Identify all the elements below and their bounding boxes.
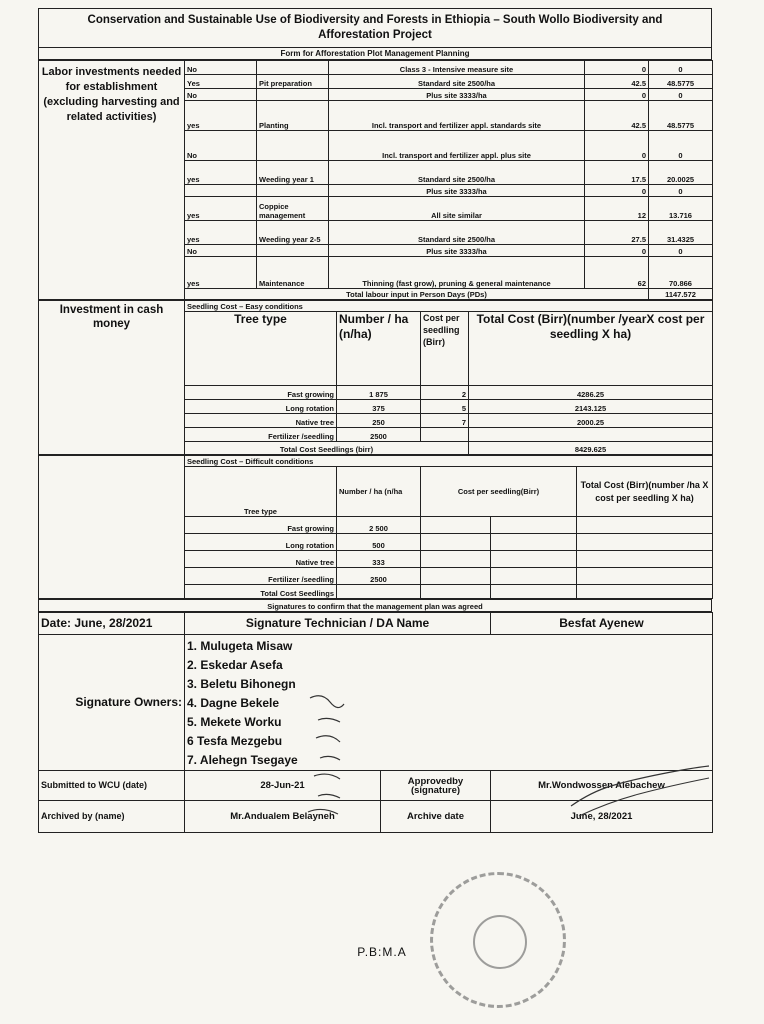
easy-total-value: 8429.625 xyxy=(469,442,713,455)
labor-description: Incl. transport and fertilizer appl. plus site xyxy=(329,131,585,161)
labor-yes-no: yes xyxy=(185,221,257,245)
confirm-table xyxy=(38,599,712,612)
difficult-total-cost-a xyxy=(421,585,491,599)
labor-activity: Maintenance xyxy=(257,257,329,289)
approver-name: Mr.Wondwossen Alebachew xyxy=(491,771,713,801)
difficult-total xyxy=(577,568,713,585)
difficult-cost-b xyxy=(491,551,577,568)
labor-yes-no: No xyxy=(185,131,257,161)
difficult-col-number: Number / ha (n/ha xyxy=(337,467,421,517)
labor-value-1: 12 xyxy=(585,197,649,221)
labor-value-2: 0 xyxy=(649,89,713,101)
labor-yes-no: yes xyxy=(185,257,257,289)
labor-yes-no: No xyxy=(185,89,257,101)
labor-yes-no: yes xyxy=(185,101,257,131)
archive-date: June, 28/2021 xyxy=(491,801,713,833)
labor-value-1: 62 xyxy=(585,257,649,289)
labor-yes-no: Yes xyxy=(185,75,257,89)
easy-tree-type: Fertilizer /seedling xyxy=(185,428,337,442)
difficult-total-cost-b xyxy=(491,585,577,599)
archived-label: Archived by (name) xyxy=(39,801,185,833)
owner-5: 5. Mekete Worku xyxy=(187,715,282,729)
form-title: Form for Afforestation Plot Management Planning xyxy=(38,48,712,60)
difficult-title: Seedling Cost – Difficult conditions xyxy=(185,456,713,467)
difficult-col-cost: Cost per seedling(Birr) xyxy=(421,467,577,517)
labor-value-2: 0 xyxy=(649,245,713,257)
submitted-label: Submitted to WCU (date) xyxy=(39,771,185,801)
labor-value-1: 0 xyxy=(585,131,649,161)
tech-name: Besfat Ayenew xyxy=(491,613,713,635)
easy-col-cost: Cost per seedling (Birr) xyxy=(421,312,469,386)
title-line-2: Afforestation Project xyxy=(318,29,432,41)
difficult-number: 333 xyxy=(337,551,421,568)
labor-activity: Weeding year 1 xyxy=(257,161,329,185)
labor-total-label: Total labour input in Person Days (PDs) xyxy=(185,289,649,300)
labor-yes-no: No xyxy=(185,61,257,75)
labor-value-2: 20.0025 xyxy=(649,161,713,185)
labor-description: Plus site 3333/ha xyxy=(329,245,585,257)
difficult-tree-type: Fertilizer /seedling xyxy=(185,568,337,585)
labor-value-2: 0 xyxy=(649,61,713,75)
easy-number: 1 875 xyxy=(337,386,421,400)
easy-col-total: Total Cost (Birr)(number /yearX cost per seedling X ha) xyxy=(469,312,713,386)
labor-activity xyxy=(257,89,329,101)
labor-value-1: 0 xyxy=(585,245,649,257)
document-header xyxy=(38,8,712,48)
easy-total: 4286.25 xyxy=(469,386,713,400)
easy-total-label: Total Cost Seedlings (birr) xyxy=(185,442,469,455)
labor-activity xyxy=(257,61,329,75)
signature-scribbles xyxy=(300,690,370,830)
easy-tree-type: Fast growing xyxy=(185,386,337,400)
labor-activity xyxy=(257,131,329,161)
investment-label: Investment in cash money xyxy=(39,301,185,455)
labor-value-2: 48.5775 xyxy=(649,101,713,131)
easy-tree-type: Long rotation xyxy=(185,400,337,414)
difficult-number: 2500 xyxy=(337,568,421,585)
easy-total: 2143.125 xyxy=(469,400,713,414)
difficult-number: 2 500 xyxy=(337,517,421,534)
easy-col-type: Tree type xyxy=(185,312,337,386)
labor-yes-no: yes xyxy=(185,161,257,185)
labor-activity: Pit preparation xyxy=(257,75,329,89)
difficult-total xyxy=(577,534,713,551)
easy-cost: 7 xyxy=(421,414,469,428)
difficult-total-number xyxy=(337,585,421,599)
easy-number: 2500 xyxy=(337,428,421,442)
date-cell: Date: June, 28/2021 xyxy=(39,613,185,635)
labor-value-2: 0 xyxy=(649,131,713,161)
labor-row xyxy=(39,61,713,75)
owner-2: 2. Eskedar Asefa xyxy=(187,658,283,672)
owner-6: 6 Tesfa Mezgebu xyxy=(187,734,283,748)
difficult-cost-b xyxy=(491,568,577,585)
difficult-cost-b xyxy=(491,534,577,551)
labor-value-1: 42.5 xyxy=(585,75,649,89)
owners-list xyxy=(185,635,713,771)
labor-description: All site similar xyxy=(329,197,585,221)
difficult-total xyxy=(577,517,713,534)
labor-activity: Weeding year 2-5 xyxy=(257,221,329,245)
owner-1: 1. Mulugeta Misaw xyxy=(187,639,293,653)
easy-cost: 2 xyxy=(421,386,469,400)
title-line-1: Conservation and Sustainable Use of Biodiversity and Forests in Ethiopia – South Wollo Biodiversity and xyxy=(87,14,663,26)
labor-table xyxy=(38,60,713,300)
labor-activity: Coppice management xyxy=(257,197,329,221)
difficult-number: 500 xyxy=(337,534,421,551)
labor-description: Standard site 2500/ha xyxy=(329,221,585,245)
labor-value-2: 48.5775 xyxy=(649,75,713,89)
labor-description: Incl. transport and fertilizer appl. standards site xyxy=(329,101,585,131)
archiver-name: Mr.Andualem Belayneh xyxy=(185,801,381,833)
labor-description: Class 3 - Intensive measure site xyxy=(329,61,585,75)
labor-value-1: 0 xyxy=(585,89,649,101)
difficult-cost-a xyxy=(421,517,491,534)
difficult-seedling-table xyxy=(38,455,713,599)
labor-activity xyxy=(257,245,329,257)
owner-4: 4. Dagne Bekele xyxy=(187,696,280,710)
easy-cost xyxy=(421,428,469,442)
labor-value-1: 0 xyxy=(585,61,649,75)
difficult-total-value xyxy=(577,585,713,599)
difficult-total xyxy=(577,551,713,568)
labor-value-1: 17.5 xyxy=(585,161,649,185)
labor-yes-no: No xyxy=(185,245,257,257)
labor-value-2: 0 xyxy=(649,185,713,197)
labor-yes-no xyxy=(185,185,257,197)
confirm-note: Signatures to confirm that the management plan was agreed xyxy=(39,600,712,612)
approver-signature xyxy=(565,760,715,820)
labor-value-2: 31.4325 xyxy=(649,221,713,245)
labor-yes-no: yes xyxy=(185,197,257,221)
labor-value-2: 70.866 xyxy=(649,257,713,289)
archive-date-label: Archive date xyxy=(381,801,491,833)
labor-activity xyxy=(257,185,329,197)
difficult-tree-type: Fast growing xyxy=(185,517,337,534)
approved-label: Approvedby (signature) xyxy=(381,771,491,801)
easy-tree-type: Native tree xyxy=(185,414,337,428)
easy-number: 375 xyxy=(337,400,421,414)
official-stamp xyxy=(430,872,566,1008)
easy-number: 250 xyxy=(337,414,421,428)
labor-label: Labor investments needed for establishment (excluding harvesting and related activities) xyxy=(39,61,185,300)
labor-description: Plus site 3333/ha xyxy=(329,89,585,101)
easy-seedling-table xyxy=(38,300,713,455)
difficult-cost-a xyxy=(421,568,491,585)
labor-activity: Planting xyxy=(257,101,329,131)
labor-value-1: 27.5 xyxy=(585,221,649,245)
labor-description: Standard site 2500/ha xyxy=(329,161,585,185)
difficult-tree-type: Native tree xyxy=(185,551,337,568)
owners-label: Signature Owners: xyxy=(39,635,185,771)
labor-value-1: 42.5 xyxy=(585,101,649,131)
tech-label: Signature Technician / DA Name xyxy=(185,613,491,635)
investment-blank xyxy=(39,456,185,599)
labor-description: Plus site 3333/ha xyxy=(329,185,585,197)
easy-total xyxy=(469,428,713,442)
easy-title: Seedling Cost – Easy conditions xyxy=(185,301,713,312)
labor-value-1: 0 xyxy=(585,185,649,197)
difficult-tree-type: Long rotation xyxy=(185,534,337,551)
difficult-col-type: Tree type xyxy=(185,467,337,517)
labor-value-2: 13.716 xyxy=(649,197,713,221)
easy-cost: 5 xyxy=(421,400,469,414)
form-sheet xyxy=(38,8,712,833)
difficult-cost-a xyxy=(421,534,491,551)
labor-description: Standard site 2500/ha xyxy=(329,75,585,89)
labor-total-value: 1147.572 xyxy=(649,289,713,300)
owner-7: 7. Alehegn Tsegaye xyxy=(187,753,298,767)
difficult-col-total: Total Cost (Birr)(number /ha X cost per seedling X ha) xyxy=(577,467,713,517)
footer-initials: P.B:M.A xyxy=(357,945,407,959)
easy-total: 2000.25 xyxy=(469,414,713,428)
submitted-date: 28-Jun-21 xyxy=(185,771,381,801)
labor-description: Thinning (fast grow), pruning & general maintenance xyxy=(329,257,585,289)
difficult-total-label: Total Cost Seedlings xyxy=(185,585,337,599)
difficult-cost-a xyxy=(421,551,491,568)
owner-3: 3. Beletu Bihonegn xyxy=(187,677,296,691)
easy-col-number: Number / ha (n/ha) xyxy=(337,312,421,386)
difficult-cost-b xyxy=(491,517,577,534)
